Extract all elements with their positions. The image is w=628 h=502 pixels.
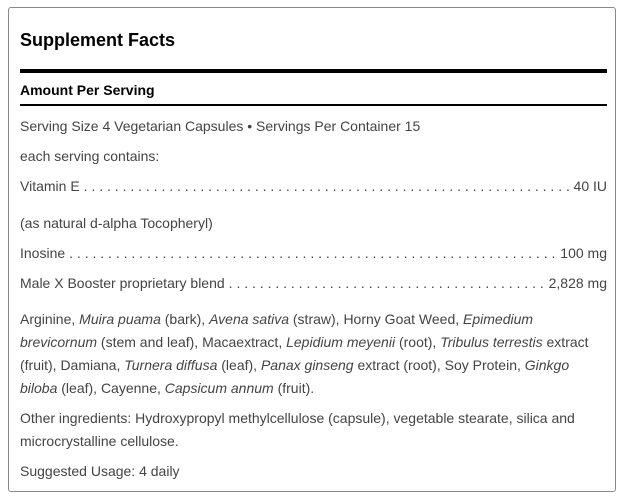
supplement-facts-panel (8, 7, 616, 492)
nutrient-amount: 40 IU (573, 178, 607, 194)
nutrient-name: Male X Booster proprietary blend (20, 275, 225, 291)
other-ingredients: Other ingredients: Hydroxypropyl methylcellulose (capsule), vegetable stearate, silica and microcrystalline cellulose. (20, 410, 575, 449)
dot-leader (84, 176, 570, 196)
dot-leader (69, 243, 556, 263)
amount-per-serving-heading: Amount Per Serving (20, 82, 155, 98)
nutrient-amount: 2,828 mg (548, 275, 607, 291)
serving-info: Serving Size 4 Vegetarian Capsules • Servings Per Container 15 (20, 118, 421, 134)
thick-divider (20, 69, 607, 73)
vitamin-e-note: (as natural d-alpha Tocopheryl) (20, 215, 213, 231)
thin-divider (20, 104, 607, 106)
nutrient-row-blend (20, 273, 607, 293)
nutrient-amount: 100 mg (560, 245, 607, 261)
nutrient-row-inosine (20, 243, 607, 263)
dot-leader (229, 273, 545, 293)
suggested-usage: Suggested Usage: 4 daily (20, 463, 180, 479)
panel-title: Supplement Facts (20, 30, 176, 50)
blend-ingredients: Arginine, Muira puama (bark), Avena sativa (straw), Horny Goat Weed, Epimedium brevicornum (stem and leaf), Macaextract, Lepidium meyenii (root), Tribulus terrestis extract (fruit), Damiana, Turnera diffusa (leaf), Panax ginseng extract (root), Soy Protein, Ginkgo biloba (leaf), Cayenne, Capsicum annum (fruit). (20, 311, 589, 396)
each-serving-label: each serving contains: (20, 148, 160, 164)
nutrient-name: Vitamin E (20, 178, 80, 194)
nutrient-name: Inosine (20, 245, 66, 261)
nutrient-row-vitamin-e (20, 176, 607, 196)
